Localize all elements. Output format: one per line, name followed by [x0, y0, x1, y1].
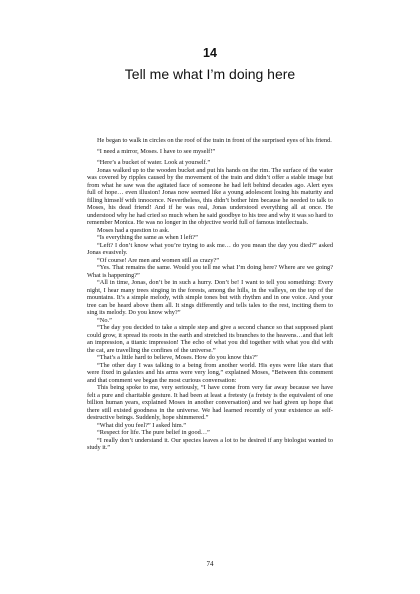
body-paragraph: “The other day I was talking to a being from another world. His eyes were like stars that were fixed in galaxies and his arms were very long,” explained Moses, “Between this comment and that comment we began the most curious conversation: — [87, 361, 333, 384]
chapter-title: Tell me what I’m doing here — [124, 66, 296, 82]
body-paragraph: “Left? I don’t know what you’re trying to ask me… do you mean the day you died?” asked Jonas evasively. — [87, 241, 333, 257]
body-paragraph: “That’s a little hard to believe, Moses. How do you know this?” — [97, 354, 258, 362]
body-paragraph: “Is everything the same as when I left?” — [97, 234, 198, 242]
body-paragraph: “No.” — [97, 316, 112, 324]
body-paragraph: “Of course! Are men and women still as crazy?” — [97, 256, 220, 264]
body-paragraph: Jonas walked up to the wooden bucket and put his hands on the rim. The surface of the water was covered by ripples caused by the movement of the train and didn’t offer a stable image but from what he saw was the agitated face of someone he had left behind decades ago. Alert eyes full of hope… even illusion! Jonas now seemed like a young adolescent losing his maturity and filling himself with innocence. Nevertheless, this didn’t bother him because he needed to talk to Moses, his dead friend! And if he was real, Jonas understood everything all at once. He understood why he had cried so much when he said goodbye to his tree and why it was so hard to remember Monica. He was no longer in the objective world full of famous intellectuals. — [87, 166, 333, 227]
body-paragraph: “The day you decided to take a simple step and give a second chance so that supposed plant could grow, it spread its roots in the earth and stretched its branches to the heavens…and that left an impression, a titanic impression! The echo of what you did together with what you did with the cat, are travelling the confines of the universe.” — [87, 324, 333, 354]
body-paragraph: “All in time, Jonas, don’t be in such a hurry. Don’t be! I want to tell you something: Every night, I hear many trees singing in the forests, among the hills, in the valleys, on the top of the mountains. It’s a simple melody, with simple tones but with rhythm and in one voice. And your tree can be heard above them all. It sings differently and tells tales to the rest, inciting them to sing its melody. Do you know why?” — [87, 279, 333, 317]
page-number: 74 — [206, 560, 214, 568]
chapter-body-text — [87, 137, 333, 452]
body-paragraph: “Yes. That remains the same. Would you tell me what I’m doing here? Where are we going? What is happening?” — [87, 264, 333, 279]
body-paragraph: “Here’s a bucket of water. Look at yourself.” — [97, 159, 211, 167]
chapter-number: 14 — [203, 46, 217, 60]
body-paragraph: “What did you feel?” I asked him.” — [97, 421, 186, 429]
body-paragraph: “I really don’t understand it. Our species leaves a lot to be desired if any biologist wanted to study it.” — [87, 436, 333, 452]
body-paragraph: “I need a mirror, Moses. I have to see myself!” — [97, 148, 216, 156]
body-paragraph: This being spoke to me, very seriously, “I have come from very far away because we have felt a pure and charitable gesture. It had been at least a fretesty (a fretsty is the equivalent of one billion human years, explained Moses in another conversation) and we had given up hope that there still existed goodness in the universe. We had learned recently of your existence as self-destructive beings. Suddenly, hope shimmered.” — [87, 384, 333, 422]
body-paragraph: Moses had a question to ask. — [97, 226, 170, 234]
body-paragraph: He began to walk in circles on the roof of the train in front of the surprised eyes of his friend. — [97, 137, 332, 144]
body-paragraph: “Respect for life. The pure belief in good…” — [97, 429, 210, 437]
